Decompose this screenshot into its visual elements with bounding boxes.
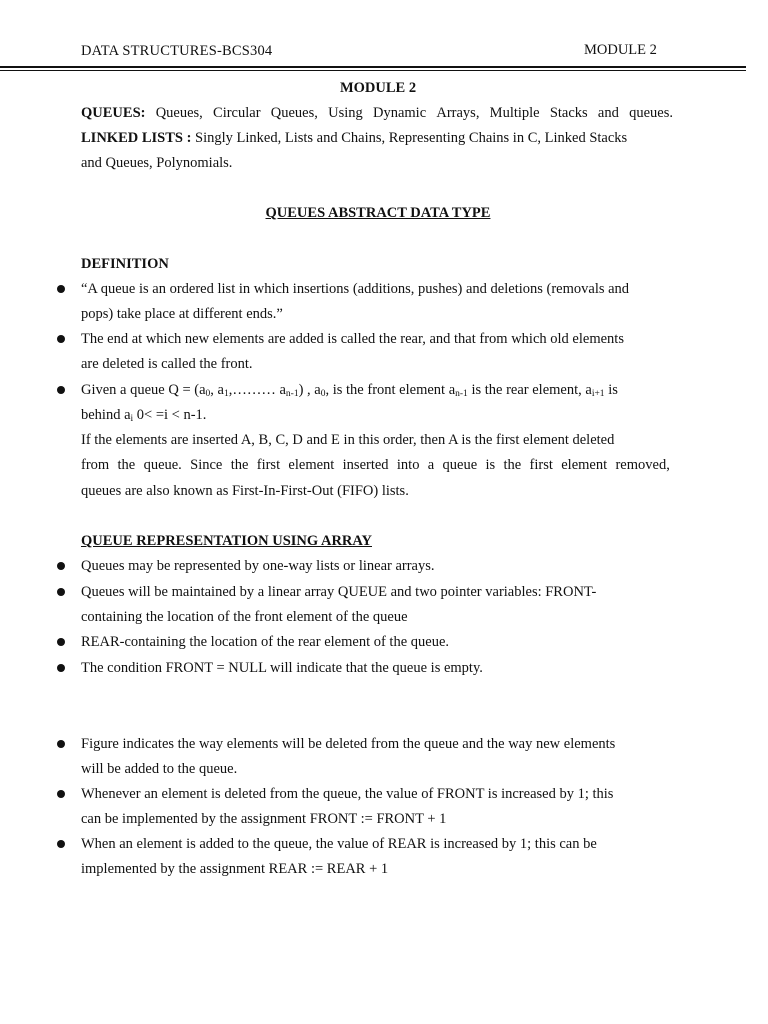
operation-bullet-3-line-1: When an element is added to the queue, the value of REAR is increased by 1; this can be xyxy=(81,836,597,852)
operation-bullet-3-line-2: implemented by the assignment REAR := REAR + 1 xyxy=(81,861,389,877)
fifo-line2-word: from xyxy=(81,457,110,473)
bullet-dot xyxy=(57,335,65,343)
fifo-line2-word: queue. xyxy=(143,457,182,473)
definition-bullet-3-line-1: Given a queue $Q = (a_0$, $a_1,\dots\dots\dots$ $a_{n-1}$) , $a_0$, is the front element $a_{n-1}$ is the rear element, $a_{i+1}$ is xyxy=(81,382,618,399)
fifo-line2-word: into xyxy=(396,457,420,473)
bullet-dot xyxy=(57,664,65,672)
fifo-line2-word: the xyxy=(117,457,136,473)
header-rule-thin xyxy=(0,70,746,71)
bullet-dot xyxy=(57,386,65,394)
section-heading-array-representation: QUEUE REPRESENTATION USING ARRAY xyxy=(81,533,372,549)
queues-topic-word: Queues, xyxy=(155,105,203,121)
syllabus-linked-line-1 xyxy=(81,129,627,147)
linked-lists-label: LINKED LISTS : xyxy=(81,130,192,146)
operation-bullet-1-line-2: will be added to the queue. xyxy=(81,761,238,777)
operation-bullet-2-line-2: can be implemented by the assignment FRONT := FRONT + 1 xyxy=(81,811,447,827)
queues-topic-word: Multiple xyxy=(489,105,540,121)
module-title: MODULE 2 xyxy=(339,80,417,96)
queues-topic-word: Using xyxy=(328,105,363,121)
bullet-dot xyxy=(57,840,65,848)
section-heading-queue-adt: QUEUES ABSTRACT DATA TYPE xyxy=(265,205,491,221)
array-bullet-4: The condition FRONT = NULL will indicate that the queue is empty. xyxy=(81,660,483,676)
header-module-label: MODULE 2 xyxy=(584,42,657,58)
fifo-paragraph-line-1: If the elements are inserted A, B, C, D and E in this order, then A is the first element deleted xyxy=(81,432,615,448)
bullet-dot xyxy=(57,588,65,596)
queues-topic-word: Stacks xyxy=(549,105,588,121)
fifo-line2-word: element xyxy=(288,457,335,473)
operation-bullet-2-line-1: Whenever an element is deleted from the queue, the value of FRONT is increased by 1; this xyxy=(81,786,614,802)
fifo-paragraph-line-2 xyxy=(81,456,670,474)
fifo-line2-word: removed, xyxy=(615,457,670,473)
definition-bullet-1-line-2: pops) take place at different ends.” xyxy=(81,306,283,322)
syllabus-linked-line-2: and Queues, Polynomials. xyxy=(81,155,233,171)
operation-bullet-1-line-1: Figure indicates the way elements will be deleted from the queue and the way new elements xyxy=(81,736,616,752)
fifo-line2-word: the xyxy=(230,457,249,473)
queues-topic-word: and xyxy=(597,105,619,121)
syllabus-queues-line xyxy=(81,104,673,122)
definition-bullet-2-line-2: are deleted is called the front. xyxy=(81,356,253,372)
array-bullet-2-line-1: Queues will be maintained by a linear array QUEUE and two pointer variables: FRONT- xyxy=(81,584,597,600)
linked-lists-topics-1: Singly Linked, Lists and Chains, Representing Chains in C, Linked Stacks xyxy=(195,130,628,146)
queues-topic-word: Dynamic xyxy=(372,105,427,121)
queues-topic-word: Queues, xyxy=(270,105,318,121)
fifo-line2-word: element xyxy=(561,457,608,473)
fifo-line2-word: Since xyxy=(190,457,223,473)
fifo-line2-word: queue xyxy=(442,457,478,473)
queues-topic-word: queues. xyxy=(629,105,673,121)
queues-topic-word: Circular xyxy=(213,105,261,121)
bullet-dot xyxy=(57,740,65,748)
fifo-paragraph-line-3: queues are also known as First-In-First-Out (FIFO) lists. xyxy=(81,483,409,499)
queues-label: QUEUES: xyxy=(81,105,146,121)
header-rule-thick xyxy=(0,66,746,68)
fifo-line2-word: is xyxy=(485,457,496,473)
queues-topic-word: Arrays, xyxy=(436,105,480,121)
bullet-dot xyxy=(57,638,65,646)
definition-bullet-3-line-2: behind $a_i$ 0< =i < n-1. xyxy=(81,407,207,424)
fifo-line2-word: first xyxy=(529,457,553,473)
bullet-dot xyxy=(57,790,65,798)
array-bullet-2-line-2: containing the location of the front element of the queue xyxy=(81,609,408,625)
fifo-line2-word: first xyxy=(256,457,281,473)
definition-bullet-2-line-1: The end at which new elements are added is called the rear, and that from which old elements xyxy=(81,331,624,347)
definition-bullet-1-line-1: “A queue is an ordered list in which insertions (additions, pushes) and deletions (removals and xyxy=(81,281,630,297)
fifo-line2-word: inserted xyxy=(342,457,389,473)
fifo-line2-word: the xyxy=(503,457,522,473)
definition-label: DEFINITION xyxy=(81,256,169,272)
bullet-dot xyxy=(57,562,65,570)
header-course-title: DATA STRUCTURES-BCS304 xyxy=(81,43,273,59)
array-bullet-1: Queues may be represented by one-way lists or linear arrays. xyxy=(81,558,435,574)
fifo-line2-word: a xyxy=(427,457,435,473)
array-bullet-3: REAR-containing the location of the rear element of the queue. xyxy=(81,634,450,650)
bullet-dot xyxy=(57,285,65,293)
